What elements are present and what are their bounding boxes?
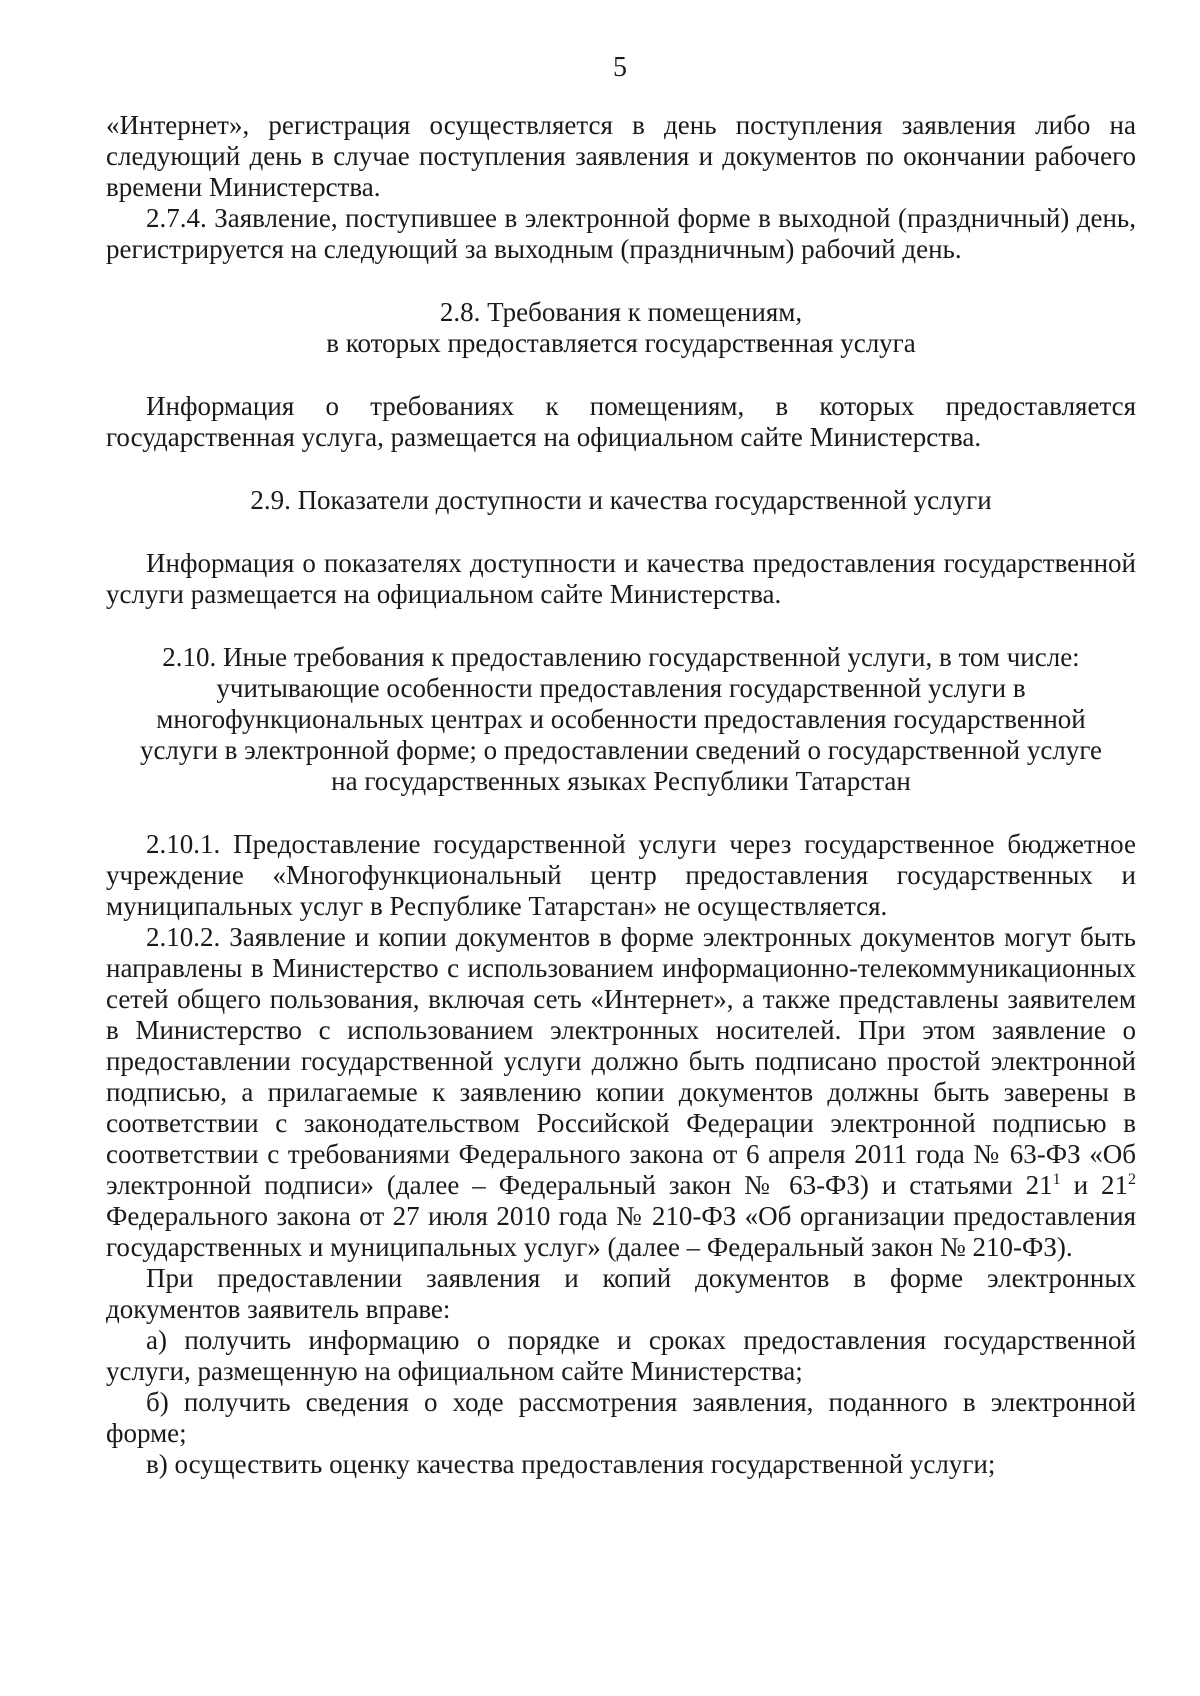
heading-2-10-line1: 2.10. Иные требования к предоставлению государственной услуги, в том числе: [162, 642, 1080, 672]
list-item-v: в) осуществить оценку качества предоставления государственной услуги; [146, 1449, 996, 1479]
list-item-b: б) получить сведения о ходе рассмотрения заявления, поданного в электронной форме; [106, 1387, 1136, 1448]
paragraph-2-8: Информация о требованиях к помещениям, в которых предоставляется государственная услуга, размещается на официальном сайте Министерства. [106, 391, 1136, 452]
paragraph-2-7-4: 2.7.4. Заявление, поступившее в электронной форме в выходной (праздничный) день, регистрируется на следующий за выходным (праздничным) рабочий день. [106, 203, 1136, 264]
heading-2-10-line5: на государственных языках Республики Татарстан [331, 766, 911, 796]
heading-2-10-line4: услуги в электронной форме; о предоставлении сведений о государственной услуге [139, 735, 1103, 765]
superscript-1: 1 [1052, 1171, 1061, 1188]
heading-2-10-line3: многофункциональных центрах и особенности предоставления государственной [156, 704, 1086, 734]
heading-2-10-line2: учитывающие особенности предоставления государственной услуги в [216, 673, 1026, 703]
heading-2-9: 2.9. Показатели доступности и качества государственной услуги [250, 485, 992, 515]
paragraph-intro: «Интернет», регистрация осуществляется в день поступления заявления либо на следующий день в случае поступления заявления и документов по окончании рабочего времени Министерства. [106, 110, 1136, 202]
superscript-2: 2 [1128, 1171, 1137, 1188]
paragraph-2-10-1: 2.10.1. Предоставление государственной услуги через государственное бюджетное учреждение «Многофункциональный центр предоставления государственных и муниципальных услуг в Республике Татарстан» не осуществляется. [106, 829, 1136, 921]
paragraph-rights: При предоставлении заявления и копий документов в форме электронных документов заявитель вправе: [106, 1263, 1136, 1324]
paragraph-2-10-2-part-c: Федерального закона от 27 июля 2010 года № 210-ФЗ «Об организации предоставления государственных и муниципальных услуг» (далее – Федеральный закон № 210-ФЗ). [106, 1201, 1136, 1262]
document-body [106, 110, 1136, 1480]
heading-2-8-line1: 2.8. Требования к помещениям, [439, 297, 803, 327]
heading-2-8-line2: в которых предоставляется государственная услуга [326, 328, 916, 358]
list-item-a: а) получить информацию о порядке и сроках предоставления государственной услуги, размещенную на официальном сайте Министерства; [106, 1325, 1136, 1386]
page-number: 5 [613, 52, 627, 83]
paragraph-2-10-2-part-a: 2.10.2. Заявление и копии документов в форме электронных документов могут быть направлены в Министерство с использованием информационно-телекоммуникационных сетей общего пользования, включая сеть «Интернет», а также представлены заявителем в Министерство с использованием электронных носителей. При этом заявление о предоставлении государственной услуги должно быть подписано простой электронной подписью, а прилагаемые к заявлению копии документов должны быть заверены в соответствии с законодательством Российской Федерации электронной подписью в соответствии с требованиями Федерального закона от 6 апреля 2011 года № 63-ФЗ «Об электронной подписи» (далее – Федеральный закон № 63-ФЗ) и статьями 21 [106, 922, 1136, 1200]
paragraph-2-10-2 [106, 922, 1136, 1263]
paragraph-2-10-2-part-b: и 21 [1060, 1170, 1129, 1200]
paragraph-2-9: Информация о показателях доступности и качества предоставления государственной услуги размещается на официальном сайте Министерства. [106, 548, 1136, 609]
